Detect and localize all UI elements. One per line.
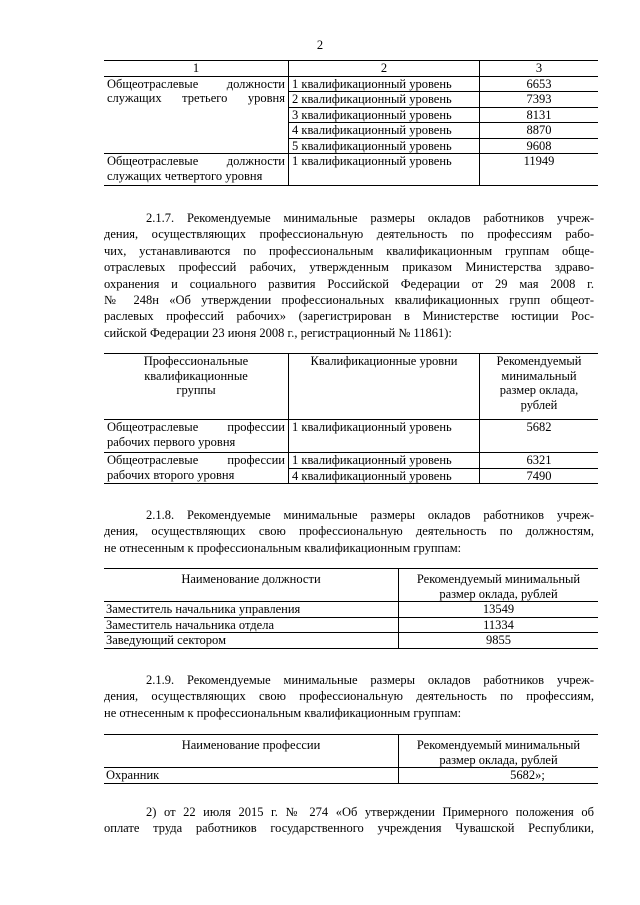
text-line: отраслевых профессий рабочих, утвержденным приказом Министерства здраво- — [104, 260, 594, 275]
salary-table-workers — [104, 353, 598, 484]
group-name-cell — [104, 420, 289, 453]
header-cell-profession: Наименование профессии — [104, 735, 399, 768]
table-header-row — [104, 61, 598, 77]
text-line: охранения и социального развития Российской Федерации от 29 мая 2008 г. — [104, 276, 594, 291]
table-row — [104, 154, 598, 186]
header-cell-salary — [399, 735, 599, 768]
salary-cell: 5682 — [480, 420, 599, 453]
level-cell: 4 квалификационный уровень — [289, 468, 480, 484]
table-row — [104, 768, 598, 784]
position-cell: Заместитель начальника отдела — [104, 617, 399, 633]
salary-cell: 9855 — [399, 633, 599, 649]
table-row — [104, 453, 598, 469]
paragraph-2 — [104, 804, 594, 837]
salary-cell: 11949 — [480, 154, 599, 186]
level-cell: 3 квалификационный уровень — [289, 107, 480, 123]
level-cell: 1 квалификационный уровень — [289, 453, 480, 469]
salary-table-positions — [104, 568, 598, 649]
text-line: дения, осуществляющих свою профессиональную деятельность по должностям, — [104, 524, 594, 539]
group-name-cell — [104, 76, 289, 154]
salary-cell: 11334 — [399, 617, 599, 633]
table-header-row — [104, 735, 598, 768]
group-name: Общеотраслевые должности служащих третьего уровня — [107, 76, 285, 105]
salary-cell: 13549 — [399, 602, 599, 618]
table-row — [104, 76, 598, 92]
position-cell: Заведующий сектором — [104, 633, 399, 649]
salary-cell: 9608 — [480, 138, 599, 154]
header-cell-1: 1 — [104, 61, 289, 77]
salary-table-employees — [104, 60, 598, 186]
header-cell-salary — [480, 354, 599, 420]
salary-cell: 6653 — [480, 76, 599, 92]
text-line: чих, устанавливаются по профессиональным квалификационным группам обще- — [104, 243, 594, 258]
text-line: оплате труда работников государственного учреждения Чувашской Республики, — [104, 821, 594, 836]
text-line: 2) от 22 июля 2015 г. № 274 «Об утверждении Примерного положения об — [146, 805, 594, 819]
text-line: не отнесенным к профессиональным квалификационным группам: — [104, 705, 462, 720]
paragraph-2-1-8 — [104, 507, 594, 556]
level-cell: 4 квалификационный уровень — [289, 123, 480, 139]
salary-cell: 7490 — [480, 468, 599, 484]
header-cell-3: 3 — [480, 61, 599, 77]
text-line: 2.1.7. Рекомендуемые минимальные размеры окладов работников учреж- — [146, 211, 594, 225]
table-row — [104, 602, 598, 618]
header-text: Профессиональные квалификационные группы — [143, 354, 249, 397]
header-cell-groups — [104, 354, 289, 420]
page-number: 2 — [316, 38, 324, 52]
salary-cell: 6321 — [480, 453, 599, 469]
header-cell-2: 2 — [289, 61, 480, 77]
text-line: не отнесенным к профессиональным квалификационным группам: — [104, 540, 462, 555]
group-name: Общеотраслевые должности служащих четвертого уровня — [107, 154, 285, 183]
header-text-line: размер оклада, рублей — [439, 752, 558, 767]
paragraph-2-1-9 — [104, 672, 594, 721]
position-cell: Заместитель начальника управления — [104, 602, 399, 618]
salary-cell: 8870 — [480, 123, 599, 139]
text-line: сийской Федерации 23 июня 2008 г., регистрационный № 11861): — [104, 325, 452, 340]
text-line: раслевых профессий рабочих» (зарегистрирован в Министерстве юстиции Рос- — [104, 309, 594, 324]
header-text-line: Рекомендуемый минимальный — [416, 738, 581, 752]
level-cell: 2 квалификационный уровень — [289, 92, 480, 108]
table-header-row — [104, 569, 598, 602]
text-line: № 248н «Об утверждении профессиональных квалификационных групп общеот- — [104, 293, 594, 308]
level-cell: 1 квалификационный уровень — [289, 76, 480, 92]
level-cell: 5 квалификационный уровень — [289, 138, 480, 154]
table-header-row — [104, 354, 598, 420]
level-cell: 1 квалификационный уровень — [289, 154, 480, 186]
header-text-line: Рекомендуемый минимальный — [416, 572, 581, 586]
header-text-line: размер оклада, рублей — [439, 586, 558, 601]
header-text: Рекомендуемый минимальный размер оклада, рублей — [496, 354, 582, 412]
text-line: 2.1.8. Рекомендуемые минимальные размеры окладов работников учреж- — [146, 508, 594, 522]
group-name: Общеотраслевые профессии рабочих второго уровня — [107, 453, 285, 482]
table-row — [104, 617, 598, 633]
salary-value: 5682»; — [510, 768, 545, 782]
table-row — [104, 633, 598, 649]
salary-cell: 8131 — [480, 107, 599, 123]
header-cell-position: Наименование должности — [104, 569, 399, 602]
header-cell-levels: Квалификационные уровни — [289, 354, 480, 420]
table-row — [104, 420, 598, 453]
text-line: дения, осуществляющих профессиональную деятельность по профессиям рабо- — [104, 227, 594, 242]
paragraph-2-1-7 — [104, 210, 594, 341]
group-name-cell — [104, 154, 289, 186]
group-name-cell — [104, 453, 289, 484]
header-cell-salary — [399, 569, 599, 602]
salary-table-professions — [104, 734, 598, 784]
text-line: дения, осуществляющих свою профессиональную деятельность по профессиям, — [104, 689, 594, 704]
salary-cell: 7393 — [480, 92, 599, 108]
group-name: Общеотраслевые профессии рабочих первого уровня — [107, 420, 285, 449]
salary-cell — [399, 768, 599, 784]
profession-cell: Охранник — [104, 768, 399, 784]
text-line: 2.1.9. Рекомендуемые минимальные размеры окладов работников учреж- — [146, 673, 594, 687]
level-cell: 1 квалификационный уровень — [289, 420, 480, 453]
